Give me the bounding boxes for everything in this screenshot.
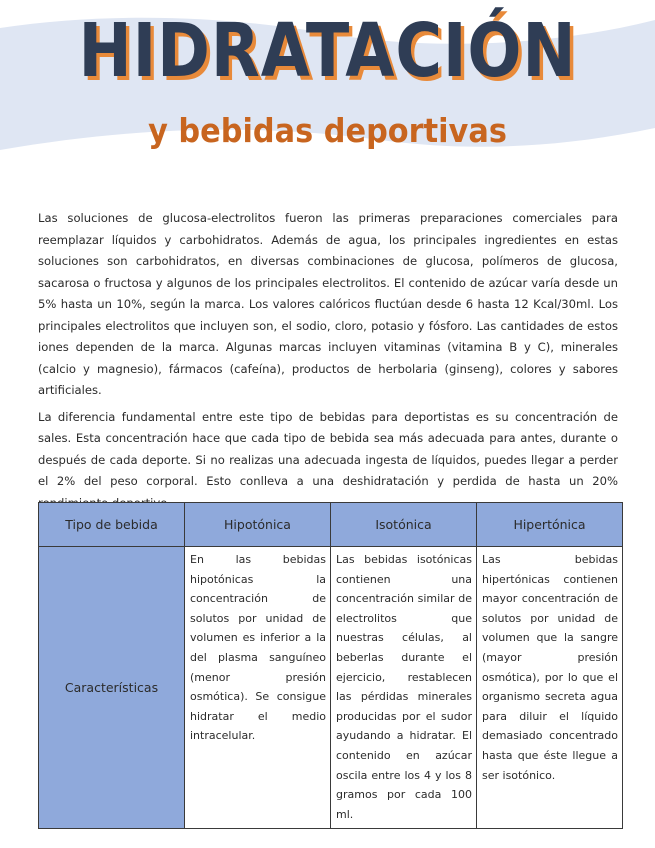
paragraph-intro: Las soluciones de glucosa-electrolitos fueron las primeras preparaciones comerciales para reemplazar líquidos y carbohidratos. Además de agua, los principales ingredientes en estas soluciones son carbohidratos, en diversas combinaciones de glucosa, polímeros de glucosa, sacarosa o fructosa y algunos de los principales electrolitos. El contenido de azúcar varía desde un 5% hasta un 10%, según la marca. Los valores calóricos fluctúan desde 6 hasta 12 Kcal/30ml. Los principales electrolitos que incluyen son, el sodio, cloro, potasio y fósforo. Las cantidades de estos iones dependen de la marca. Algunas marcas incluyen vitaminas (vitamina B y C), minerales (calcio y magnesio), fármacos (cafeína), productos de herbolaria (ginseng), colores y sabores artificiales. bbox=[38, 211, 618, 397]
table-row-caracteristicas bbox=[39, 547, 623, 829]
header-hipertonica: Hipertónica bbox=[477, 503, 623, 547]
header-isotonica: Isotónica bbox=[331, 503, 477, 547]
page-title: HIDRATACIÓN bbox=[78, 8, 577, 94]
cell-hipertonica: Las bebidas hipertónicas contienen mayor concentración de solutos por unidad de volumen que la sangre (mayor presión osmótica), por lo que el organismo secreta agua para diluir el líquido demasiado concentrado hasta que éste llegue a ser isotónico. bbox=[477, 547, 623, 829]
body-text bbox=[38, 208, 618, 519]
cell-hipotonica: En las bebidas hipotónicas la concentración de solutos por unidad de volumen es inferior a la del plasma sanguíneo (menor presión osmótica). Se consigue hidratar el medio intracelular. bbox=[185, 547, 331, 829]
table-header-row bbox=[39, 503, 623, 547]
cell-isotonica: Las bebidas isotónicas contienen una concentración similar de electrolitos que nuestras células, al beberlas durante el ejercicio, restablecen las pérdidas minerales producidas por el sudor ayudando a hidratar. El contenido en azúcar oscila entre los 4 y los 8 gramos por cada 100 ml. bbox=[331, 547, 477, 829]
header-banner bbox=[0, 0, 655, 185]
row-label-caracteristicas: Características bbox=[39, 547, 185, 829]
paragraph-difference: La diferencia fundamental entre este tipo de bebidas para deportistas es su concentración de sales. Esta concentración hace que cada tipo de bebida sea más adecuada para antes, durante o después de cada deporte. Si no realizas una adecuada ingesta de líquidos, puedes llegar a perder el 2% del peso corporal. Esto conlleva a una deshidratación y perdida de hasta un 20% bbox=[38, 409, 618, 488]
drinks-comparison-table bbox=[38, 502, 623, 829]
header-hipotonica: Hipotónica bbox=[185, 503, 331, 547]
header-tipo-de-bebida: Tipo de bebida bbox=[39, 503, 185, 547]
page-subtitle: y bebidas deportivas bbox=[148, 111, 507, 150]
